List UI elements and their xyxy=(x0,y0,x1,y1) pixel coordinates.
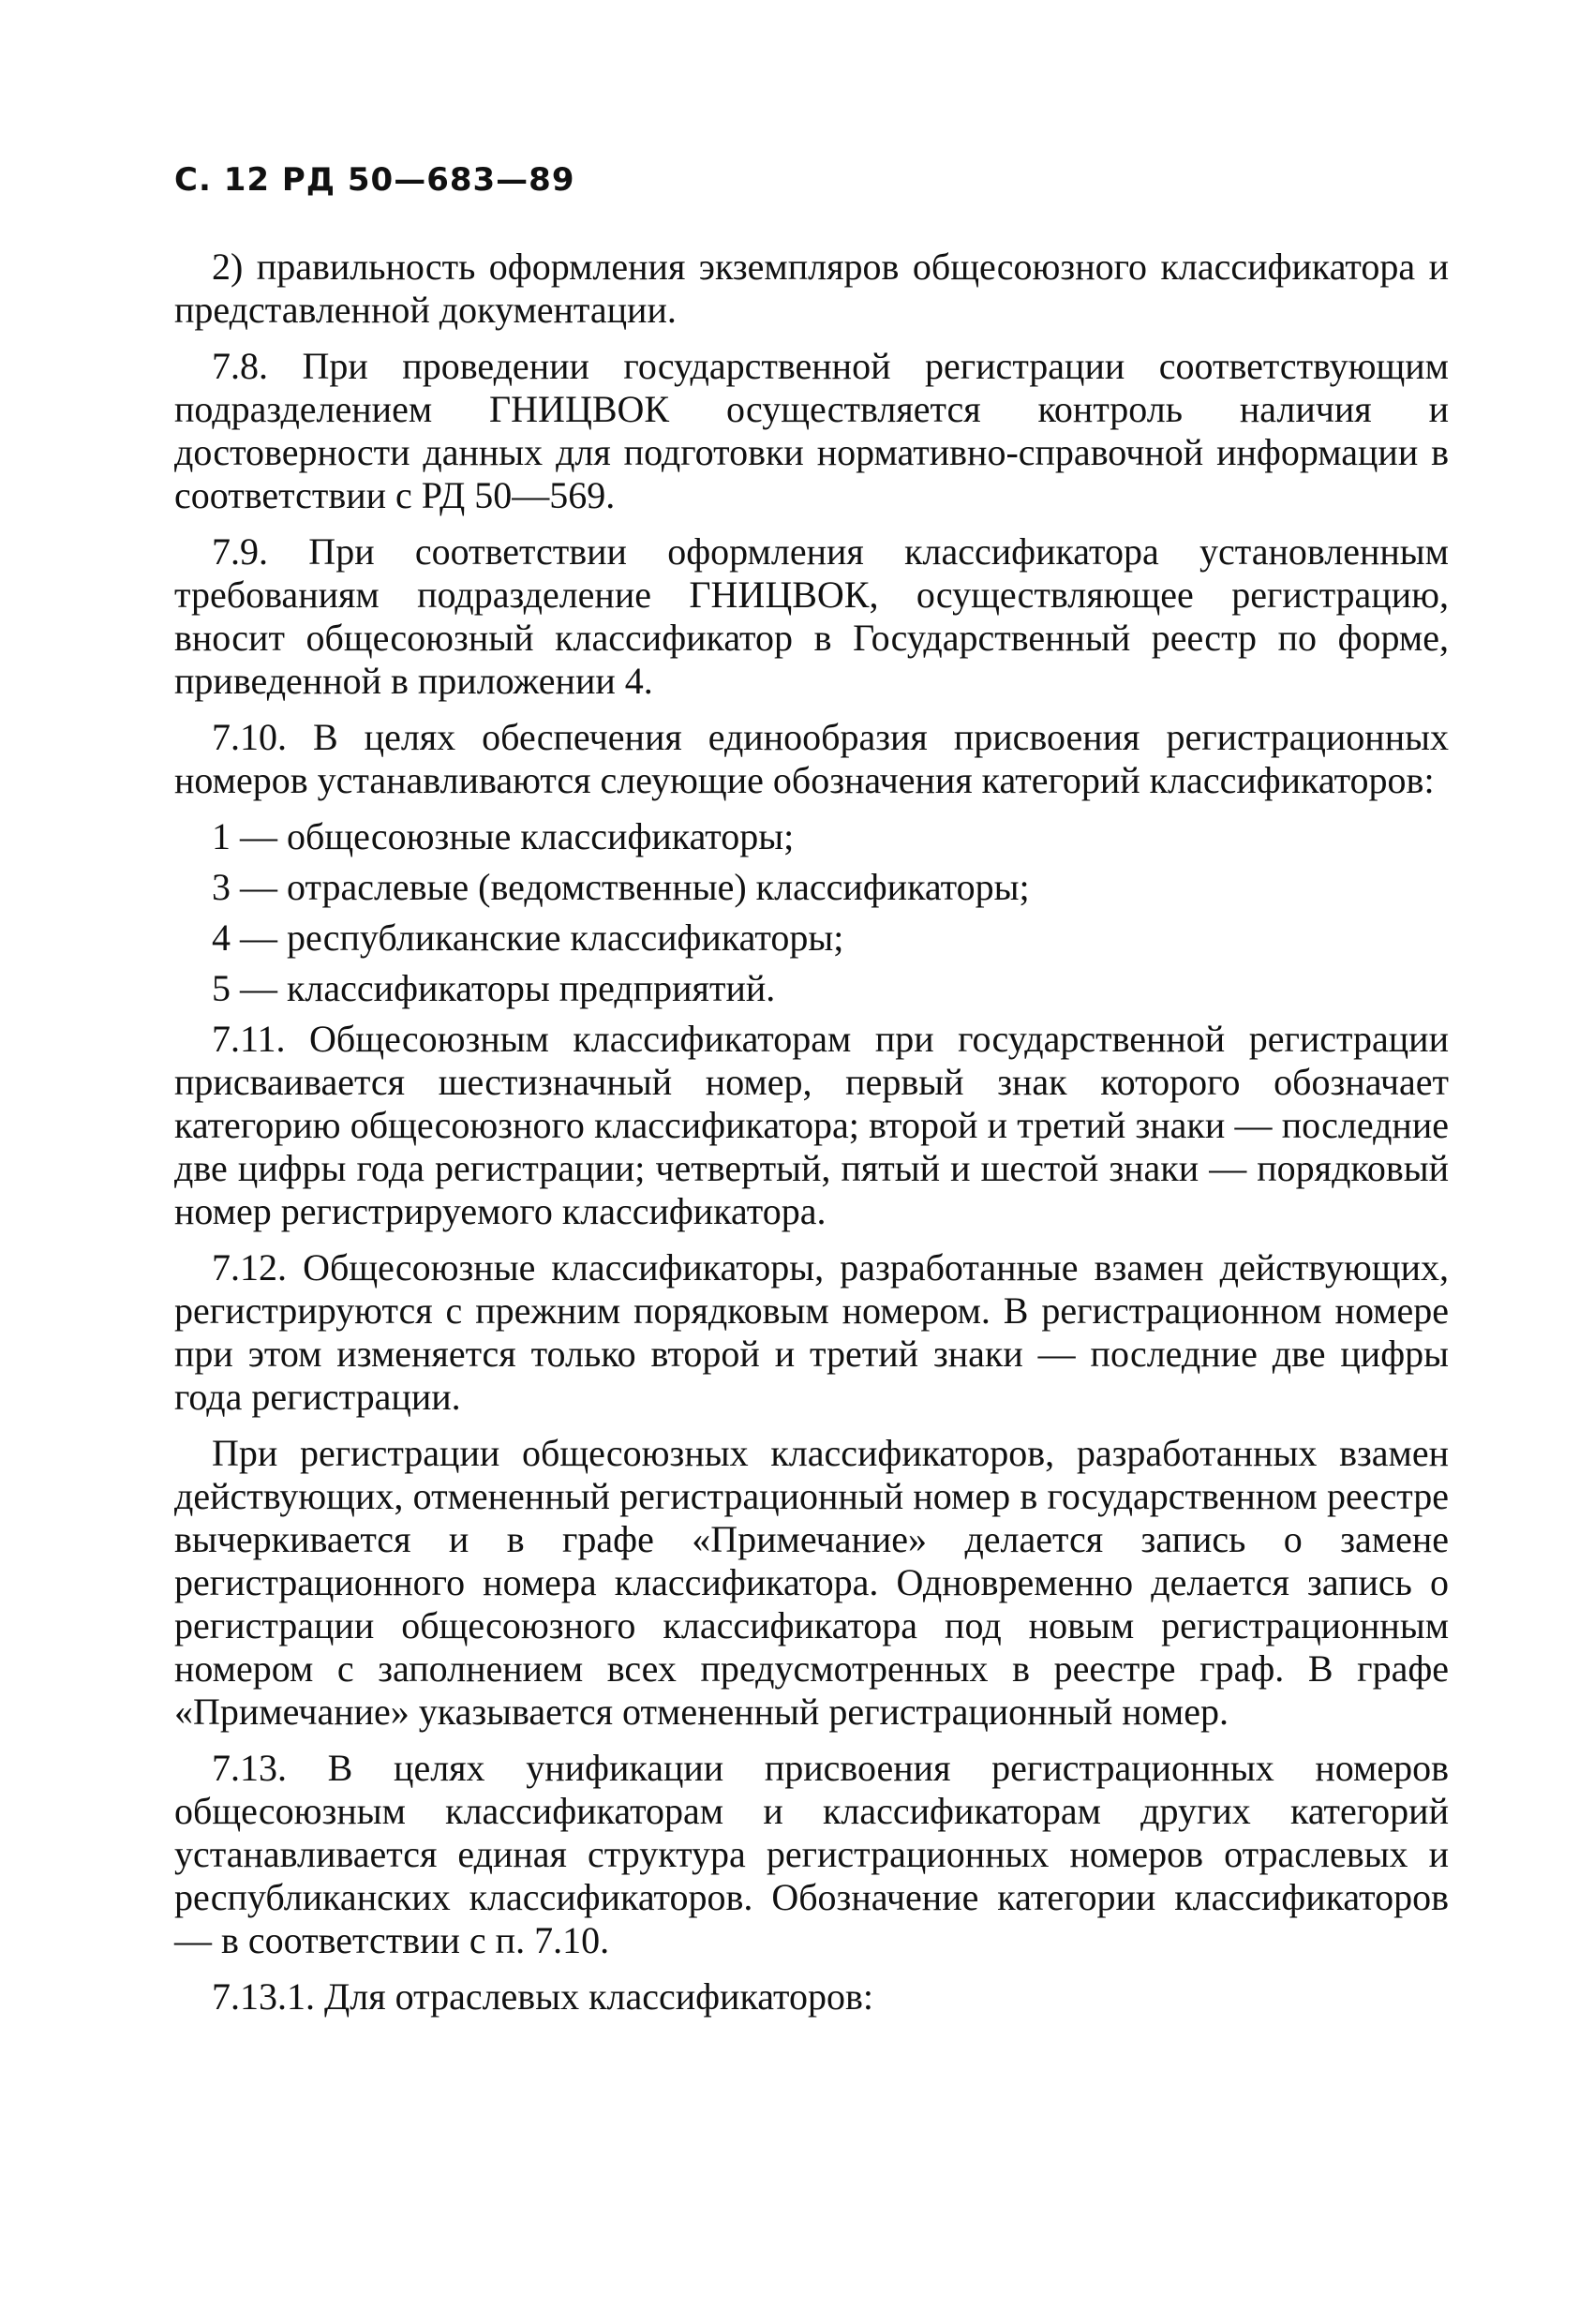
document-body xyxy=(174,246,1449,2032)
category-list-item: 5 — классификаторы предприятий. xyxy=(212,967,776,1009)
paragraph-item-2: 2) правильность оформления экземпляров общесоюзного классификатора и представленной документации. xyxy=(174,246,1449,331)
page-header: С. 12 РД 50—683—89 xyxy=(174,161,575,199)
paragraph-7-8: 7.8. При проведении государственной регистрации соответствующим подразделением ГНИЦВОК осуществляется контроль наличия и достоверности данных для подготовки нормативно-справочной информации в соответствии с РД 50—569. xyxy=(174,345,1449,516)
paragraph-7-13-1: 7.13.1. Для отраслевых классификаторов: xyxy=(212,1975,873,2018)
category-list-item: 1 — общесоюзные классификаторы; xyxy=(212,815,795,857)
paragraph-7-9: 7.9. При соответствии оформления классификатора установленным требованиям подразделение ГНИЦВОК, осуществляющее регистрацию, вносит общесоюзный классификатор в Государственный реестр по форме, приведенной в приложении 4. xyxy=(174,530,1449,702)
paragraph-7-11: 7.11. Общесоюзным классификаторам при государственной регистрации присваивается шестизначный номер, первый знак которого обозначает категорию общесоюзного классификатора; второй и третий знаки — последние две цифры года регистрации; четвертый, пятый и шестой знаки — порядковый номер регистрируемого классификатора. xyxy=(174,1018,1449,1232)
paragraph-7-10: 7.10. В целях обеспечения единообразия присвоения регистрационных номеров устанавливаются слеующие обозначения категорий классификаторов: xyxy=(174,716,1449,801)
paragraph-7-12: 7.12. Общесоюзные классификаторы, разработанные взамен действующих, регистрируются с прежним порядковым номером. В регистрационном номере при этом изменяется только второй и третий знаки — последние две цифры года регистрации. xyxy=(174,1246,1449,1418)
paragraph-7-13: 7.13. В целях унификации присвоения регистрационных номеров общесоюзным классификаторам и классификаторам других категорий устанавливается единая структура регистрационных номеров отраслевых и республиканских классификаторов. Обозначение категории классификаторов — в соответствии с п. 7.10. xyxy=(174,1747,1449,1961)
paragraph-7-12-continued: При регистрации общесоюзных классификаторов, разработанных взамен действующих, отмененный регистрационный номер в государственном реестре вычеркивается и в графе «Примечание» делается запись о замене регистрационного номера классификатора. Одновременно делается запись о регистрации общесоюзного классификатора под новым регистрационным номером с заполнением всех предусмотренных в реестре граф. В графе «Примечание» указывается отмененный регистрационный номер. xyxy=(174,1432,1449,1733)
category-list-item: 3 — отраслевые (ведомственные) классификаторы; xyxy=(212,866,1030,908)
category-list-item: 4 — республиканские классификаторы; xyxy=(212,916,844,959)
